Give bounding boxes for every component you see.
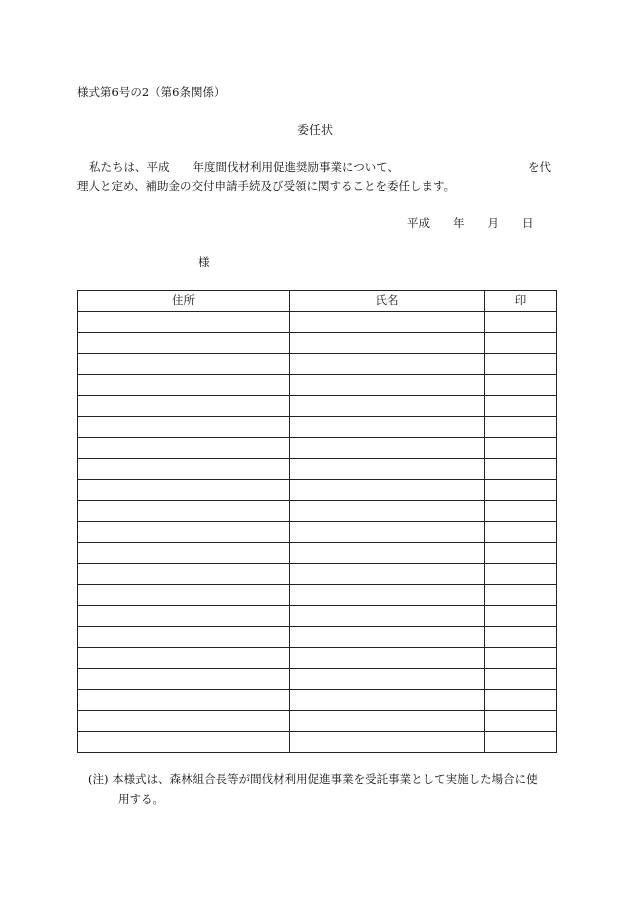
- seal-cell: [485, 585, 557, 606]
- address-cell: [78, 522, 290, 543]
- table-row: [78, 459, 557, 480]
- name-cell: [290, 522, 485, 543]
- date-line: 平成 年 月 日: [407, 216, 534, 230]
- name-cell: [290, 564, 485, 585]
- name-cell: [290, 459, 485, 480]
- name-cell: [290, 480, 485, 501]
- table-row: [78, 438, 557, 459]
- seal-cell: [485, 522, 557, 543]
- seal-cell: [485, 627, 557, 648]
- address-cell: [78, 627, 290, 648]
- address-cell: [78, 690, 290, 711]
- seal-cell: [485, 438, 557, 459]
- address-cell: [78, 438, 290, 459]
- name-cell: [290, 438, 485, 459]
- name-cell: [290, 711, 485, 732]
- name-cell: [290, 732, 485, 753]
- document-title: 委任状: [296, 123, 333, 137]
- name-cell: [290, 333, 485, 354]
- address-cell: [78, 417, 290, 438]
- body-text-line-1-end: を代: [528, 160, 551, 174]
- seal-cell: [485, 543, 557, 564]
- address-cell: [78, 585, 290, 606]
- name-cell: [290, 543, 485, 564]
- seal-cell: [485, 417, 557, 438]
- address-cell: [78, 606, 290, 627]
- seal-cell: [485, 312, 557, 333]
- table-row: [78, 606, 557, 627]
- table-row: [78, 648, 557, 669]
- seal-cell: [485, 606, 557, 627]
- seal-cell: [485, 396, 557, 417]
- table-body: [78, 312, 557, 753]
- address-cell: [78, 312, 290, 333]
- table-row: [78, 711, 557, 732]
- table-row: [78, 627, 557, 648]
- body-text-line-2: 理人と定め、補助金の交付申請手続及び受領に関することを委任します。: [77, 179, 456, 193]
- address-cell: [78, 480, 290, 501]
- footnote-line-1: (注) 本様式は、森林組合長等が間伐材利用促進事業を受託事業として実施した場合に使: [88, 772, 538, 786]
- seal-cell: [485, 354, 557, 375]
- table-row: [78, 354, 557, 375]
- name-cell: [290, 690, 485, 711]
- name-cell: [290, 606, 485, 627]
- footnote-line-2: 用する。: [118, 792, 164, 806]
- table-row: [78, 732, 557, 753]
- address-cell: [78, 396, 290, 417]
- table-row: [78, 333, 557, 354]
- name-cell: [290, 648, 485, 669]
- address-cell: [78, 711, 290, 732]
- table-row: [78, 543, 557, 564]
- table-row: [78, 669, 557, 690]
- seal-cell: [485, 501, 557, 522]
- seal-cell: [485, 459, 557, 480]
- address-cell: [78, 669, 290, 690]
- table-row: [78, 501, 557, 522]
- seal-cell: [485, 669, 557, 690]
- table-row: [78, 585, 557, 606]
- name-cell: [290, 585, 485, 606]
- table-row: [78, 690, 557, 711]
- table-row: [78, 396, 557, 417]
- table-row: [78, 564, 557, 585]
- name-cell: [290, 375, 485, 396]
- signatory-table-container: [77, 290, 556, 753]
- header-seal: 印: [485, 291, 557, 312]
- seal-cell: [485, 375, 557, 396]
- name-cell: [290, 627, 485, 648]
- table-row: [78, 417, 557, 438]
- address-cell: [78, 375, 290, 396]
- seal-cell: [485, 564, 557, 585]
- table-row: [78, 480, 557, 501]
- seal-cell: [485, 690, 557, 711]
- seal-cell: [485, 480, 557, 501]
- seal-cell: [485, 732, 557, 753]
- name-cell: [290, 354, 485, 375]
- seal-cell: [485, 648, 557, 669]
- address-cell: [78, 354, 290, 375]
- name-cell: [290, 501, 485, 522]
- table-header-row: [78, 291, 557, 312]
- address-cell: [78, 564, 290, 585]
- table-row: [78, 312, 557, 333]
- addressee-suffix: 様: [198, 255, 210, 269]
- header-name: 氏名: [290, 291, 485, 312]
- header-address: 住所: [78, 291, 290, 312]
- table-row: [78, 522, 557, 543]
- seal-cell: [485, 711, 557, 732]
- seal-cell: [485, 333, 557, 354]
- address-cell: [78, 648, 290, 669]
- name-cell: [290, 396, 485, 417]
- body-text-line-1: 私たちは、平成 年度間伐材利用促進奨励事業について、: [89, 160, 400, 174]
- form-number: 様式第6号の2（第6条関係）: [77, 85, 226, 99]
- address-cell: [78, 543, 290, 564]
- address-cell: [78, 732, 290, 753]
- signatory-table: [77, 290, 557, 753]
- address-cell: [78, 501, 290, 522]
- address-cell: [78, 333, 290, 354]
- name-cell: [290, 669, 485, 690]
- address-cell: [78, 459, 290, 480]
- name-cell: [290, 417, 485, 438]
- name-cell: [290, 312, 485, 333]
- table-row: [78, 375, 557, 396]
